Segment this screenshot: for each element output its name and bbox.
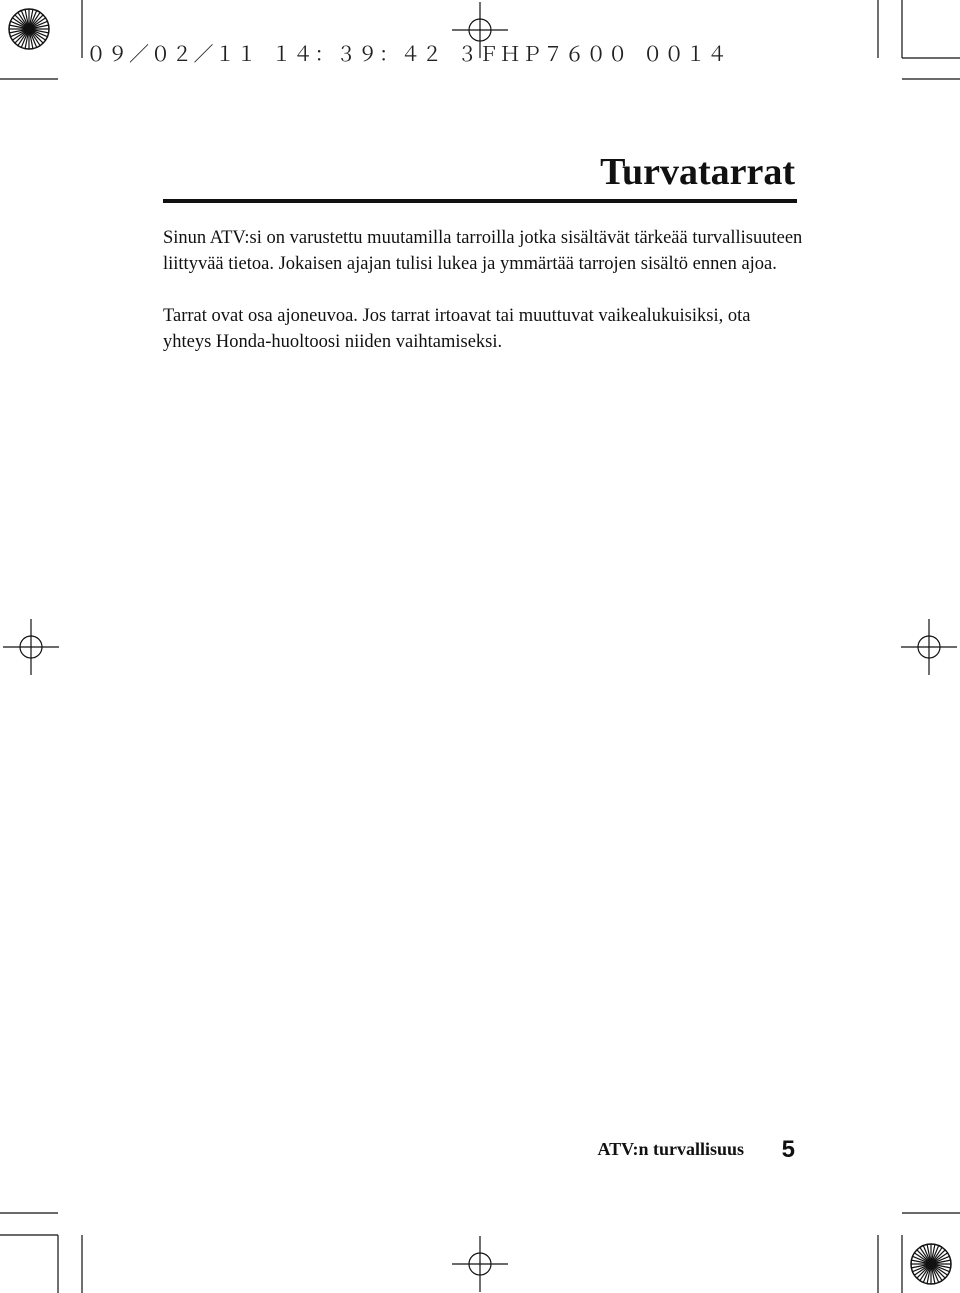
paragraph-2: Tarrat ovat osa ajoneuvoa. Jos tarrat irtoavat tai muuttuvat vaikealukuisiksi, ota yhteys Honda-huoltoosi niiden vaihtamiseksi. (163, 306, 751, 352)
starburst-mark-bottom-right (911, 1244, 951, 1284)
title-rule (163, 199, 797, 203)
page-title: Turvatarrat (600, 151, 795, 193)
body-text (163, 225, 803, 381)
starburst-mark-top-left (9, 9, 49, 49)
paragraph-1: Sinun ATV:si on varustettu muutamilla tarroilla jotka sisältävät tärkeää turvallisuuteen liittyvää tietoa. Jokaisen ajajan tulisi lukea ja ymmärtää tarrojen sisältö ennen ajoa. (163, 228, 803, 274)
print-slug: ０９／０２／１１ １４：３９：４２ ３ＦＨＰ７６００ ００１４ (86, 42, 729, 66)
registration-mark-right (901, 619, 957, 675)
registration-mark-bottom (452, 1236, 508, 1292)
footer-section-title: ATV:n turvallisuus (597, 1139, 744, 1159)
registration-mark-left (3, 619, 59, 675)
page-number: 5 (781, 1136, 795, 1163)
